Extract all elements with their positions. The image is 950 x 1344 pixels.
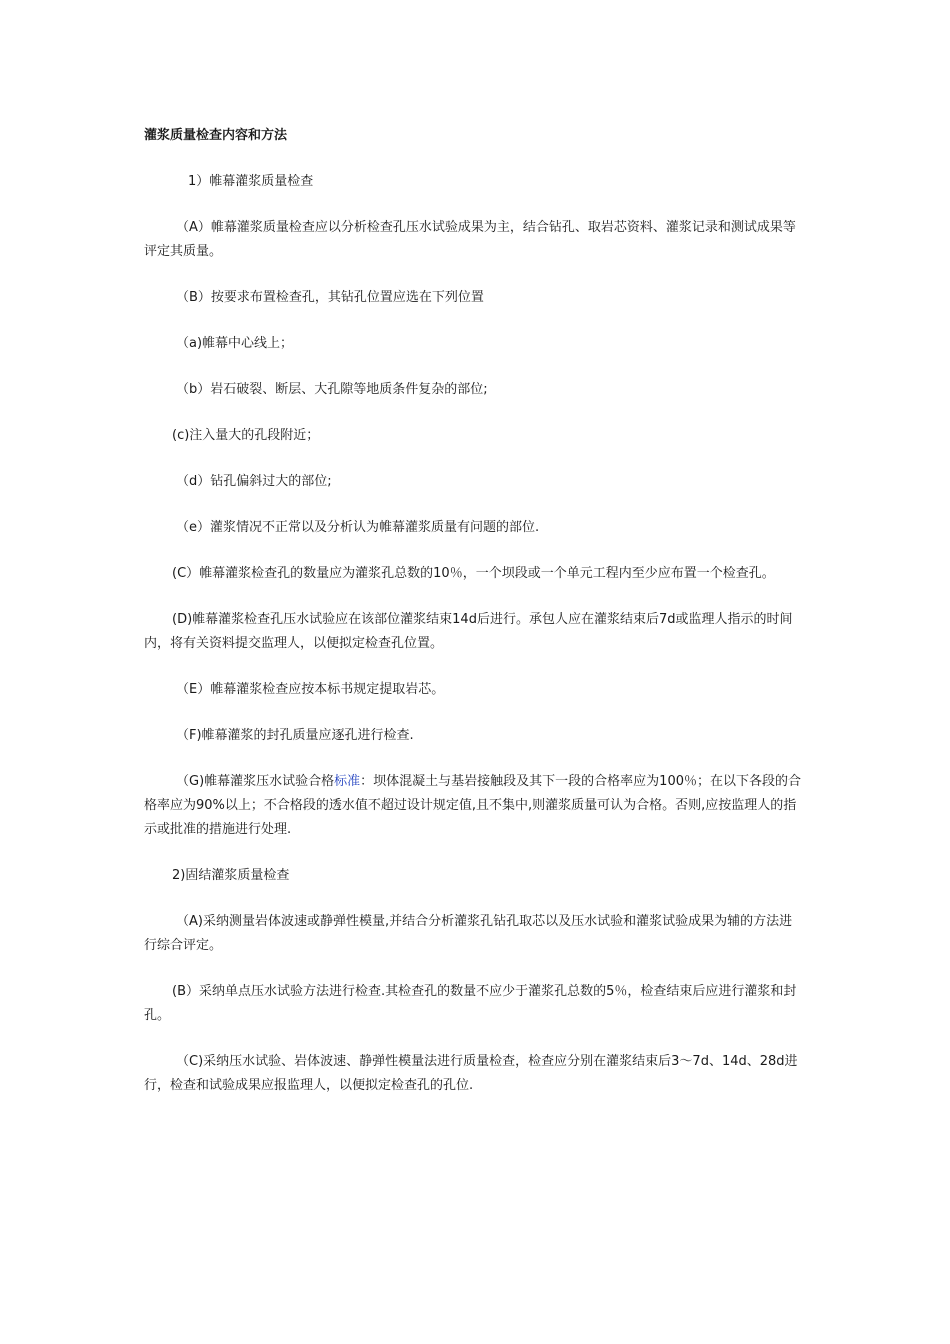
paragraph-e: （e）灌浆情况不正常以及分析认为帷幕灌浆质量有问题的部位. [176,520,540,535]
paragraph-b: （b）岩石破裂、断层、大孔隙等地质条件复杂的部位; [176,382,488,397]
paragraph-G-start: （G)帷幕灌浆压水试验合格 [176,774,335,789]
paragraph-C: (C）帷幕灌浆检查孔的数量应为灌浆孔总数的10％，一个坝段或一个单元工程内至少应布置一个检查孔。 [172,566,775,581]
paragraph-2A: （A)采纳测量岩体波速或静弹性模量,并结合分析灌浆孔钻孔取芯以及压水试验和灌浆试验成果为辅的方法进行综合评定。 [144,914,793,953]
paragraph-G-rest: ：坝体混凝土与基岩接触段及其下一段的合格率应为100％；在以下各段的合格率应为90%以上；不合格段的透水值不超过设计规定值,且不集中,则灌浆质量可认为合格。否则,应按监理人的指示或批准的措施进行处理. [144,774,801,837]
document-title: 灌浆质量检查内容和方法 [144,128,288,143]
section1-heading: 1）帷幕灌浆质量检查 [188,174,314,189]
standard-link[interactable]: 标准 [334,774,361,789]
section2-heading: 2)固结灌浆质量检查 [172,868,290,883]
paragraph-F: （F)帷幕灌浆的封孔质量应逐孔进行检查. [176,728,414,743]
paragraph-2B: (B）采纳单点压水试验方法进行检查.其检查孔的数量不应少于灌浆孔总数的5％，检查结束后应进行灌浆和封孔。 [144,984,797,1023]
paragraph-d: （d）钻孔偏斜过大的部位; [176,474,332,489]
paragraph-G [144,770,804,842]
document-page [144,124,804,1120]
paragraph-A: （A）帷幕灌浆质量检查应以分析检查孔压水试验成果为主，结合钻孔、取岩芯资料、灌浆记录和测试成果等评定其质量。 [144,220,796,259]
paragraph-a: （a)帷幕中心线上； [176,336,294,351]
paragraph-2C: （C)采纳压水试验、岩体波速、静弹性模量法进行质量检查，检查应分别在灌浆结束后3～7d、14d、28d进行，检查和试验成果应报监理人，以便拟定检查孔的孔位. [144,1054,798,1093]
paragraph-c: (c)注入量大的孔段附近； [172,428,320,443]
paragraph-E: （E）帷幕灌浆检查应按本标书规定提取岩芯。 [176,682,445,697]
paragraph-B: （B）按要求布置检查孔，其钻孔位置应选在下列位置 [176,290,484,305]
paragraph-D: (D)帷幕灌浆检查孔压水试验应在该部位灌浆结束14d后进行。承包人应在灌浆结束后7d或监理人指示的时间内，将有关资料提交监理人，以便拟定检查孔位置。 [144,612,793,651]
